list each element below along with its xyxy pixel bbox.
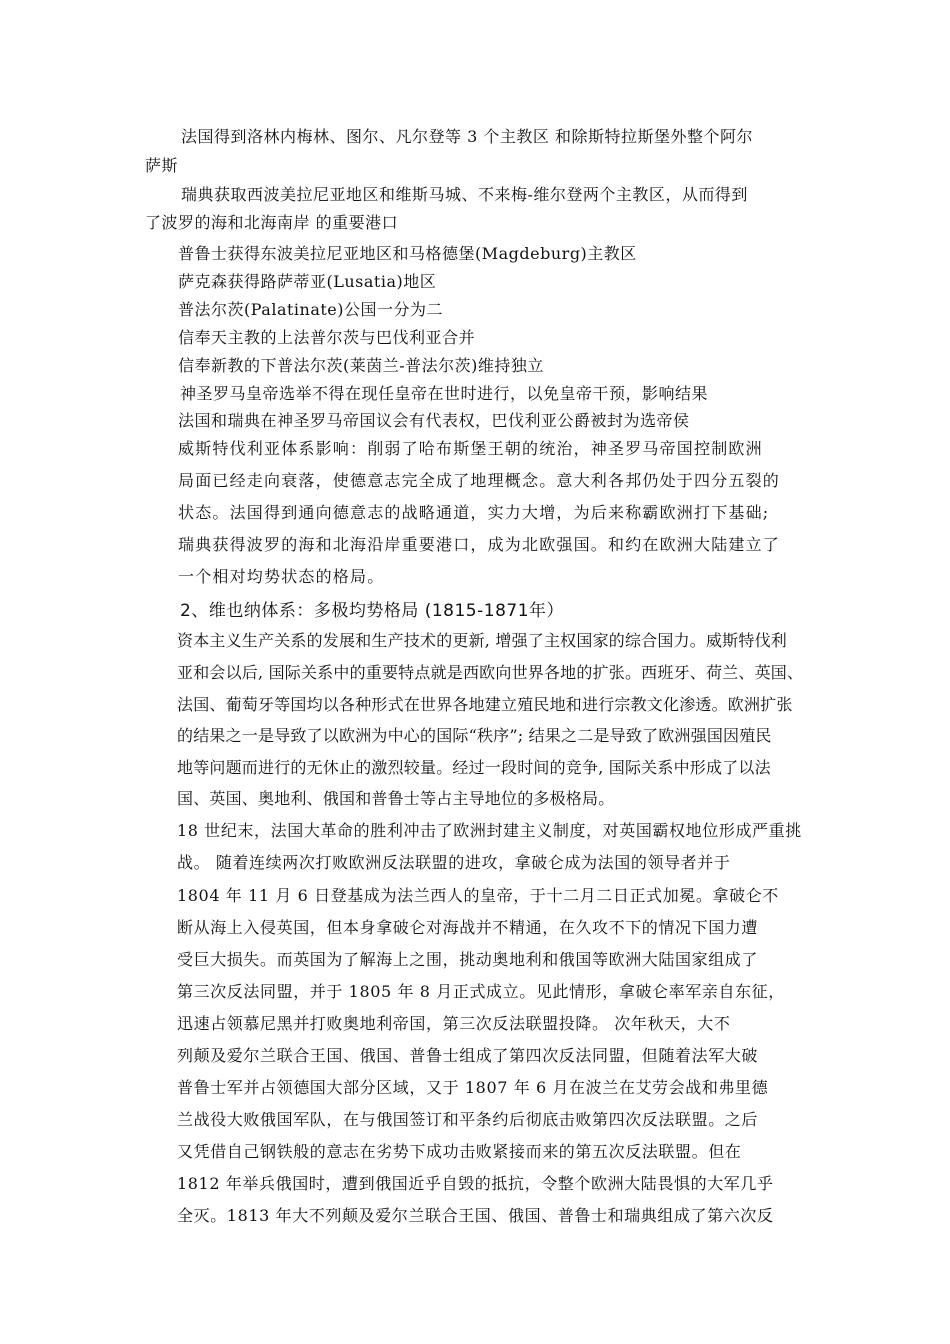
treaty-term-line: 萨斯 (145, 156, 179, 175)
impact-paragraph-line: 瑞典获得波罗的海和北海沿岸重要港口，成为北欧强国。和约在欧洲大陆建立了 (178, 535, 781, 554)
treaty-term-line: 信奉新教的下普法尔茨(莱茵兰-普法尔茨)维持独立 (178, 356, 544, 375)
body-paragraph-line: 18 世纪末，法国大革命的胜利冲击了欧洲封建主义制度，对英国霸权地位形成严重挑 (177, 821, 802, 840)
treaty-term-line: 瑞典获取西波美拉尼亚地区和维斯马城、不来梅-维尔登两个主教区，从而得到 (181, 185, 748, 204)
body-paragraph-line: 1804 年 11 月 6 日登基成为法兰西人的皇帝，于十二月二日正式加冕。拿破仑不 (177, 886, 779, 905)
treaty-term-line: 普鲁士获得东波美拉尼亚地区和马格德堡(Magdeburg)主教区 (178, 244, 637, 263)
body-paragraph-line: 1812 年举兵俄国时，遭到俄国近乎自毁的抵抗，令整个欧洲大陆畏惧的大军几乎 (177, 1174, 774, 1193)
body-paragraph-line: 普鲁士军并占领德国大部分区域，又于 1807 年 6 月在波兰在艾劳会战和弗里德 (177, 1078, 769, 1097)
treaty-term-line: 普法尔茨(Palatinate)公国一分为二 (178, 300, 444, 319)
body-paragraph-line: 亚和会以后, 国际关系中的重要特点就是西欧向世界各地的扩张。西班牙、荷兰、英国、 (177, 663, 804, 682)
body-paragraph-line: 又凭借自己钢铁般的意志在劣势下成功击败紧接而来的第五次反法联盟。但在 (177, 1142, 742, 1161)
body-paragraph-line: 的结果之一是导致了以欧洲为中心的国际“秩序”; 结果之二是导致了欧洲强国因殖民 (177, 726, 772, 745)
treaty-term-line: 法国和瑞典在神圣罗马帝国议会有代表权，巴伐利亚公爵被封为选帝侯 (178, 411, 690, 430)
body-paragraph-line: 受巨大损失。而英国为了解海上之围，挑动奥地利和俄国等欧洲大陆国家组成了 (177, 950, 759, 969)
treaty-term-line: 信奉天主教的上法普尔茨与巴伐利亚合并 (178, 328, 476, 347)
body-paragraph-line: 第三次反法同盟，并于 1805 年 8 月正式成立。见此情形，拿破仑率军亲自东征， (177, 982, 785, 1001)
body-paragraph-line: 战。 随着连续两次打败欧洲反法联盟的进攻，拿破仑成为法国的领导者并于 (177, 853, 731, 872)
body-paragraph-line: 资本主义生产关系的发展和生产技术的更新, 增强了主权国家的综合国力。威斯特伐利 (177, 631, 787, 650)
body-paragraph-line: 断从海上入侵英国，但本身拿破仑对海战并不精通，在久攻不下的情况下国力遭 (177, 918, 759, 937)
impact-paragraph-line: 状态。法国得到通向德意志的战略通道，实力大增，为后来称霸欧洲打下基础; (178, 503, 770, 522)
impact-paragraph-line: 威斯特伐利亚体系影响：削弱了哈布斯堡王朝的统治，神圣罗马帝国控制欧洲 (178, 439, 763, 458)
body-paragraph-line: 国、英国、奥地利、俄国和普鲁士等占主导地位的多极格局。 (177, 789, 615, 808)
body-paragraph-line: 全灭。1813 年大不列颠及爱尔兰联合王国、俄国、普鲁士和瑞典组成了第六次反 (177, 1206, 774, 1225)
treaty-term-line: 法国得到洛林内梅林、图尔、凡尔登等 3 个主教区 和除斯特拉斯堡外整个阿尔 (181, 127, 753, 146)
treaty-term-line: 了波罗的海和北海南岸 的重要港口 (145, 213, 399, 232)
impact-paragraph-line: 一个相对均势状态的格局。 (178, 567, 385, 586)
body-paragraph-line: 列颠及爱尔兰联合王国、俄国、普鲁士组成了第四次反法同盟，但随着法军大破 (177, 1046, 759, 1065)
section-heading: 2、维也纳体系：多极均势格局 (1815-1871年） (180, 601, 565, 621)
body-paragraph-line: 法国、葡萄牙等国均以各种形式在世界各地建立殖民地和进行宗教文化渗透。欧洲扩张 (177, 695, 793, 714)
treaty-term-line: 萨克森获得路萨蒂亚(Lusatia)地区 (178, 272, 437, 291)
impact-paragraph-line: 局面已经走向衰落，使德意志完全成了地理概念。意大利各邦仍处于四分五裂的 (178, 471, 781, 490)
treaty-term-line: 神圣罗马皇帝选举不得在现任皇帝在世时进行，以免皇帝干预，影响结果 (180, 384, 709, 403)
body-paragraph-line: 迅速占领慕尼黑并打败奥地利帝国，第三次反法联盟投降。 次年秋天，大不 (177, 1014, 731, 1033)
body-paragraph-line: 兰战役大败俄国军队，在与俄国签订和平条约后彻底击败第四次反法联盟。之后 (177, 1110, 759, 1129)
body-paragraph-line: 地等问题而进行的无休止的激烈较量。经过一段时间的竞争, 国际关系中形成了以法 (177, 758, 771, 777)
